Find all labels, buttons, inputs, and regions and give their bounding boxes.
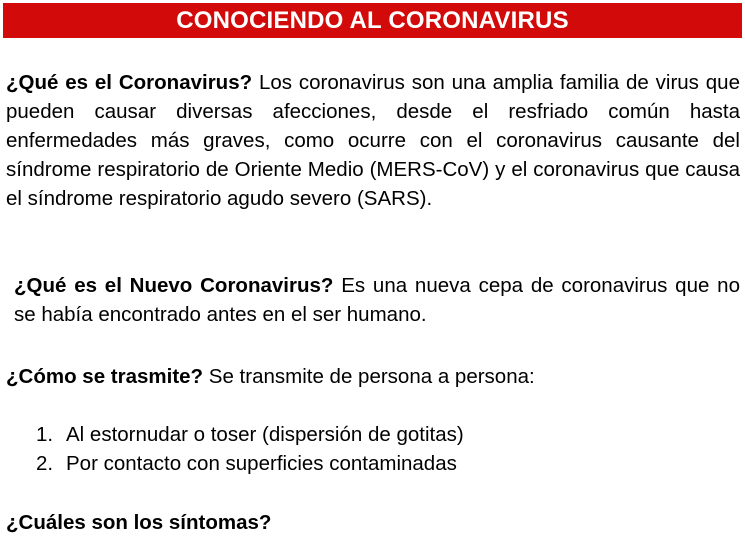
list-item-number: 2. [36,452,54,475]
question-heading: ¿Qué es el Coronavirus? [6,71,253,94]
list-item [36,449,464,478]
section-what-is-coronavirus [6,68,740,213]
page-title: CONOCIENDO AL CORONAVIRUS [176,6,569,34]
question-heading: ¿Cómo se trasmite? [6,365,204,388]
list-item [36,420,464,449]
title-banner [3,3,742,38]
list-item-number: 1. [36,423,54,446]
list-item-text: Al estornudar o toser (dispersión de gotitas) [66,423,464,446]
answer-text: Los coronavirus son una amplia familia de virus que pueden causar diversas afecciones, desde el resfriado común hasta enfermedades más graves, como ocurre con el coronavirus causante del síndrome respiratorio de Oriente Medio (MERS-CoV) y el coronavirus que causa el síndrome respiratorio agudo severo (SARS). [6,71,740,210]
answer-text: Se transmite de persona a persona: [203,365,535,388]
transmission-list [36,420,464,478]
list-item-text: Por contacto con superficies contaminadas [66,452,457,475]
question-heading: ¿Cuáles son los síntomas? [6,511,272,534]
answer-text: Es una nueva cepa de coronavirus que no se había encontrado antes en el ser humano. [14,274,740,326]
section-what-is-new-coronavirus [14,271,740,329]
section-symptoms [6,508,740,537]
question-heading: ¿Qué es el Nuevo Coronavirus? [14,274,334,297]
section-how-transmitted [6,362,740,391]
